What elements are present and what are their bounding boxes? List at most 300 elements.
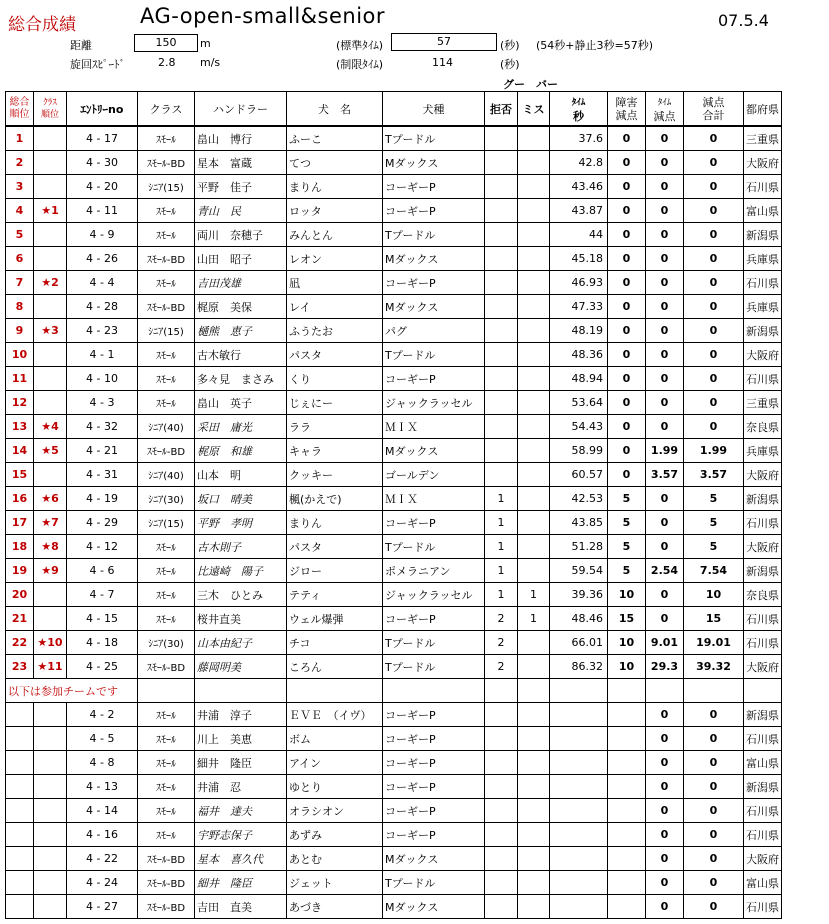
course-fault-cell: [608, 823, 646, 847]
dog-name-cell: あずみ: [287, 823, 383, 847]
event-title: AG-open-small&senior: [140, 4, 386, 28]
course-fault-cell: [608, 775, 646, 799]
class-cell: ｽﾓｰﾙ: [138, 775, 195, 799]
table-row: [6, 199, 782, 223]
empty-cell: [550, 679, 608, 703]
entry-cell: 4 - 11: [67, 199, 138, 223]
dog-name-cell: ロッタ: [287, 199, 383, 223]
class-rank-cell: [34, 391, 67, 415]
class-cell: ｽﾓｰﾙ: [138, 535, 195, 559]
handler-cell: 坂口 晴美: [195, 487, 287, 511]
miss-cell: [518, 247, 550, 271]
entry-cell: 4 - 22: [67, 847, 138, 871]
empty-cell: [608, 679, 646, 703]
time-fault-cell: 0: [646, 823, 684, 847]
entry-cell: 4 - 3: [67, 391, 138, 415]
breed-cell: コーギーP: [383, 175, 485, 199]
handler-cell: 星本 喜久代: [195, 847, 287, 871]
time-fault-cell: 0: [646, 391, 684, 415]
miss-cell: [518, 895, 550, 919]
entry-cell: 4 - 28: [67, 295, 138, 319]
table-row: [6, 271, 782, 295]
dog-name-cell: じぇにー: [287, 391, 383, 415]
overall-rank-cell: 22: [6, 631, 34, 655]
overall-rank-cell: [6, 727, 34, 751]
class-cell: ｽﾓｰﾙ: [138, 607, 195, 631]
class-cell: ｽﾓｰﾙ: [138, 367, 195, 391]
class-rank-cell: [34, 751, 67, 775]
time-fault-cell: 0: [646, 199, 684, 223]
overall-rank-cell: 21: [6, 607, 34, 631]
prefecture-cell: 大阪府: [744, 151, 782, 175]
overall-rank-cell: 8: [6, 295, 34, 319]
refusal-cell: 2: [485, 607, 518, 631]
course-fault-cell: 0: [608, 391, 646, 415]
class-cell: ｽﾓｰﾙ-BD: [138, 295, 195, 319]
dog-name-cell: パスタ: [287, 535, 383, 559]
prefecture-cell: 大阪府: [744, 847, 782, 871]
course-fault-cell: [608, 847, 646, 871]
prefecture-cell: 新潟県: [744, 703, 782, 727]
dog-name-cell: ボム: [287, 727, 383, 751]
miss-cell: [518, 535, 550, 559]
entry-cell: 4 - 26: [67, 247, 138, 271]
team-row: [6, 703, 782, 727]
class-rank-cell: [34, 775, 67, 799]
miss-cell: [518, 511, 550, 535]
time-cell: 48.94: [550, 367, 608, 391]
class-rank-cell: ★6: [34, 487, 67, 511]
breed-cell: Tプードル: [383, 126, 485, 151]
time-cell: 44: [550, 223, 608, 247]
time-fault-cell: 0: [646, 535, 684, 559]
time-cell: [550, 727, 608, 751]
breed-cell: Tプードル: [383, 223, 485, 247]
course-fault-cell: 10: [608, 655, 646, 679]
handler-cell: 両川 奈穂子: [195, 223, 287, 247]
miss-cell: [518, 199, 550, 223]
miss-cell: [518, 295, 550, 319]
table-row: [6, 391, 782, 415]
empty-cell: [485, 679, 518, 703]
breed-cell: コーギーP: [383, 271, 485, 295]
prefecture-cell: 富山県: [744, 199, 782, 223]
prefecture-cell: 大阪府: [744, 343, 782, 367]
time-cell: 43.46: [550, 175, 608, 199]
time-cell: [550, 847, 608, 871]
miss-cell: [518, 703, 550, 727]
table-row: [6, 415, 782, 439]
class-rank-cell: ★8: [34, 535, 67, 559]
time-cell: 45.18: [550, 247, 608, 271]
std-time-label: (標準ﾀｲﾑ): [336, 39, 384, 52]
miss-cell: [518, 655, 550, 679]
miss-cell: [518, 439, 550, 463]
col-class: クラス: [138, 92, 195, 127]
course-fault-cell: [608, 871, 646, 895]
col-dog-name: 犬 名: [287, 92, 383, 127]
breed-cell: Tプードル: [383, 655, 485, 679]
handler-cell: 山田 昭子: [195, 247, 287, 271]
table-row: [6, 319, 782, 343]
handler-cell: 川上 美恵: [195, 727, 287, 751]
dog-name-cell: テティ: [287, 583, 383, 607]
col-miss: ミス: [518, 92, 550, 127]
entry-cell: 4 - 5: [67, 727, 138, 751]
class-cell: ｼﾆｱ(15): [138, 319, 195, 343]
time-fault-cell: 0: [646, 703, 684, 727]
table-row: [6, 487, 782, 511]
refusal-cell: [485, 271, 518, 295]
time-cell: 46.93: [550, 271, 608, 295]
class-cell: ｽﾓｰﾙ: [138, 199, 195, 223]
prefecture-cell: 大阪府: [744, 463, 782, 487]
prefecture-cell: 新潟県: [744, 775, 782, 799]
time-fault-cell: 0: [646, 367, 684, 391]
speed-label: 旋回ｽﾋﾟｰﾄﾞ: [70, 58, 125, 71]
class-rank-cell: ★7: [34, 511, 67, 535]
miss-cell: [518, 775, 550, 799]
class-rank-cell: ★4: [34, 415, 67, 439]
table-row: [6, 247, 782, 271]
empty-cell: [138, 679, 195, 703]
miss-cell: [518, 847, 550, 871]
miss-cell: 1: [518, 607, 550, 631]
miss-cell: [518, 151, 550, 175]
class-cell: ｽﾓｰﾙ-BD: [138, 847, 195, 871]
class-cell: ｼﾆｱ(15): [138, 511, 195, 535]
course-fault-cell: 0: [608, 271, 646, 295]
prefecture-cell: 大阪府: [744, 655, 782, 679]
miss-cell: [518, 871, 550, 895]
refusal-cell: 1: [485, 559, 518, 583]
time-cell: 42.8: [550, 151, 608, 175]
course-fault-cell: 0: [608, 151, 646, 175]
col-breed: 犬種: [383, 92, 485, 127]
dog-name-cell: ジェット: [287, 871, 383, 895]
class-rank-cell: ★2: [34, 271, 67, 295]
handler-cell: 畠山 英子: [195, 391, 287, 415]
time-cell: 43.87: [550, 199, 608, 223]
time-cell: 54.43: [550, 415, 608, 439]
handler-cell: 福井 達夫: [195, 799, 287, 823]
class-cell: ｽﾓｰﾙ: [138, 703, 195, 727]
course-fault-cell: 0: [608, 175, 646, 199]
entry-cell: 4 - 10: [67, 367, 138, 391]
breed-cell: Mダックス: [383, 151, 485, 175]
class-cell: ｽﾓｰﾙ: [138, 559, 195, 583]
event-date: 07.5.4: [718, 11, 769, 30]
overall-rank-cell: 13: [6, 415, 34, 439]
entry-cell: 4 - 6: [67, 559, 138, 583]
time-fault-cell: 0: [646, 271, 684, 295]
prefecture-cell: 新潟県: [744, 487, 782, 511]
miss-cell: [518, 463, 550, 487]
dog-name-cell: みんとん: [287, 223, 383, 247]
class-cell: ｽﾓｰﾙ-BD: [138, 895, 195, 919]
prefecture-cell: 富山県: [744, 751, 782, 775]
class-rank-cell: [34, 295, 67, 319]
entry-cell: 4 - 25: [67, 655, 138, 679]
handler-cell: 古木則子: [195, 535, 287, 559]
entry-cell: 4 - 4: [67, 271, 138, 295]
table-row: [6, 511, 782, 535]
total-fault-cell: 0: [684, 247, 744, 271]
time-fault-cell: 0: [646, 319, 684, 343]
time-fault-cell: 0: [646, 511, 684, 535]
miss-cell: [518, 391, 550, 415]
entry-cell: 4 - 16: [67, 823, 138, 847]
overall-rank-cell: 4: [6, 199, 34, 223]
entry-cell: 4 - 17: [67, 126, 138, 151]
total-fault-cell: 19.01: [684, 631, 744, 655]
team-row: [6, 727, 782, 751]
miss-cell: [518, 126, 550, 151]
dog-name-cell: ジロー: [287, 559, 383, 583]
refusal-cell: 1: [485, 583, 518, 607]
class-rank-cell: [34, 703, 67, 727]
breed-cell: コーギーP: [383, 823, 485, 847]
class-cell: ｽﾓｰﾙ: [138, 223, 195, 247]
table-row: [6, 535, 782, 559]
course-fault-cell: [608, 799, 646, 823]
col-overall-rank: 総合 順位: [6, 92, 34, 127]
table-row: [6, 343, 782, 367]
prefecture-cell: 三重県: [744, 391, 782, 415]
refusal-cell: [485, 823, 518, 847]
class-rank-cell: [34, 847, 67, 871]
handler-cell: 樋熊 恵子: [195, 319, 287, 343]
speed-value: 2.8: [158, 56, 176, 69]
miss-cell: [518, 223, 550, 247]
total-fault-cell: 0: [684, 871, 744, 895]
overall-rank-cell: 2: [6, 151, 34, 175]
total-fault-cell: 0: [684, 367, 744, 391]
class-cell: ｽﾓｰﾙ: [138, 391, 195, 415]
entry-cell: 4 - 1: [67, 343, 138, 367]
class-rank-cell: [34, 607, 67, 631]
class-rank-cell: ★3: [34, 319, 67, 343]
class-rank-cell: ★9: [34, 559, 67, 583]
time-fault-cell: 0: [646, 895, 684, 919]
dog-name-cell: あづき: [287, 895, 383, 919]
refusal-cell: 1: [485, 535, 518, 559]
handler-cell: 山本 明: [195, 463, 287, 487]
dog-name-cell: ころん: [287, 655, 383, 679]
breed-cell: コーギーP: [383, 511, 485, 535]
team-row: [6, 871, 782, 895]
std-time-note: (54秒+静止3秒=57秒): [536, 39, 654, 52]
time-fault-cell: 0: [646, 343, 684, 367]
handler-cell: 吉田茂雄: [195, 271, 287, 295]
class-rank-cell: [34, 895, 67, 919]
results-label: 総合成績: [8, 15, 76, 35]
overall-rank-cell: 14: [6, 439, 34, 463]
entry-cell: 4 - 23: [67, 319, 138, 343]
total-fault-cell: 0: [684, 703, 744, 727]
prefecture-cell: 石川県: [744, 895, 782, 919]
total-fault-cell: 0: [684, 151, 744, 175]
total-fault-cell: 0: [684, 271, 744, 295]
handler-cell: 井浦 淳子: [195, 703, 287, 727]
course-fault-cell: [608, 895, 646, 919]
breed-cell: Mダックス: [383, 847, 485, 871]
handler-cell: 青山 民: [195, 199, 287, 223]
breed-cell: Mダックス: [383, 895, 485, 919]
time-cell: [550, 775, 608, 799]
course-fault-cell: 0: [608, 223, 646, 247]
refusal-cell: [485, 895, 518, 919]
prefecture-cell: 石川県: [744, 175, 782, 199]
table-row: [6, 126, 782, 151]
overall-rank-cell: 17: [6, 511, 34, 535]
breed-cell: Tプードル: [383, 631, 485, 655]
course-fault-cell: [608, 703, 646, 727]
team-row: [6, 895, 782, 919]
col-time-fault: ﾀｲﾑ 減点: [646, 92, 684, 127]
class-cell: ｽﾓｰﾙ-BD: [138, 439, 195, 463]
total-fault-cell: 0: [684, 727, 744, 751]
overall-rank-cell: [6, 823, 34, 847]
refusal-cell: [485, 415, 518, 439]
breed-cell: パグ: [383, 319, 485, 343]
team-row: [6, 847, 782, 871]
total-fault-cell: 0: [684, 223, 744, 247]
entry-cell: 4 - 12: [67, 535, 138, 559]
entry-cell: 4 - 21: [67, 439, 138, 463]
time-cell: 42.53: [550, 487, 608, 511]
refusal-cell: [485, 319, 518, 343]
team-note: 以下は参加チームです: [6, 679, 138, 703]
entry-cell: 4 - 19: [67, 487, 138, 511]
table-row: [6, 151, 782, 175]
refusal-cell: [485, 799, 518, 823]
course-fault-cell: [608, 751, 646, 775]
table-row: [6, 223, 782, 247]
overall-rank-cell: 9: [6, 319, 34, 343]
total-fault-cell: 0: [684, 415, 744, 439]
col-class-rank: ｸﾗｽ 順位: [34, 92, 67, 127]
class-rank-cell: [34, 583, 67, 607]
dog-name-cell: てつ: [287, 151, 383, 175]
dog-name-cell: レオン: [287, 247, 383, 271]
refusal-cell: [485, 703, 518, 727]
overall-rank-cell: [6, 775, 34, 799]
course-fault-cell: 5: [608, 559, 646, 583]
refusal-cell: [485, 871, 518, 895]
time-fault-cell: 0: [646, 415, 684, 439]
dog-name-cell: まりん: [287, 511, 383, 535]
miss-cell: [518, 823, 550, 847]
prefecture-cell: 新潟県: [744, 223, 782, 247]
refusal-cell: 2: [485, 655, 518, 679]
course-fault-cell: 0: [608, 415, 646, 439]
handler-cell: 藤岡明美: [195, 655, 287, 679]
breed-cell: Mダックス: [383, 247, 485, 271]
time-cell: 48.19: [550, 319, 608, 343]
miss-cell: [518, 343, 550, 367]
handler-cell: 古木敏行: [195, 343, 287, 367]
refusal-cell: 1: [485, 487, 518, 511]
miss-cell: [518, 727, 550, 751]
table-row: [6, 607, 782, 631]
refusal-cell: [485, 463, 518, 487]
entry-cell: 4 - 15: [67, 607, 138, 631]
limit-time-label: (制限ﾀｲﾑ): [336, 58, 384, 71]
entry-cell: 4 - 2: [67, 703, 138, 727]
time-cell: [550, 871, 608, 895]
prefecture-cell: 石川県: [744, 271, 782, 295]
class-rank-cell: [34, 823, 67, 847]
limit-time-value: 114: [432, 56, 453, 69]
prefecture-cell: 石川県: [744, 511, 782, 535]
std-time-value: 57: [391, 33, 497, 51]
handler-cell: 細井 隆臣: [195, 751, 287, 775]
refusal-cell: [485, 391, 518, 415]
distance-label: 距離: [70, 39, 92, 52]
team-row: [6, 775, 782, 799]
entry-cell: 4 - 27: [67, 895, 138, 919]
empty-cell: [684, 679, 744, 703]
refusal-cell: [485, 199, 518, 223]
breed-cell: ゴールデン: [383, 463, 485, 487]
team-row: [6, 751, 782, 775]
overall-rank-cell: 20: [6, 583, 34, 607]
time-fault-cell: 0: [646, 847, 684, 871]
breed-cell: ジャックラッセル: [383, 391, 485, 415]
prefecture-cell: 兵庫県: [744, 247, 782, 271]
entry-cell: 4 - 24: [67, 871, 138, 895]
refusal-cell: [485, 247, 518, 271]
miss-cell: [518, 487, 550, 511]
handler-cell: 平野 孝明: [195, 511, 287, 535]
handler-cell: 宇野志保子: [195, 823, 287, 847]
total-fault-cell: 10: [684, 583, 744, 607]
overall-rank-cell: [6, 895, 34, 919]
group-label: グー バー: [503, 78, 558, 91]
breed-cell: ＭＩＸ: [383, 415, 485, 439]
class-rank-cell: [34, 463, 67, 487]
distance-value: 150: [134, 34, 198, 52]
total-fault-cell: 7.54: [684, 559, 744, 583]
table-row: [6, 295, 782, 319]
refusal-cell: [485, 223, 518, 247]
course-fault-cell: 0: [608, 126, 646, 151]
prefecture-cell: 石川県: [744, 823, 782, 847]
prefecture-cell: 石川県: [744, 631, 782, 655]
total-fault-cell: 0: [684, 126, 744, 151]
miss-cell: [518, 271, 550, 295]
table-row: [6, 559, 782, 583]
class-rank-cell: ★5: [34, 439, 67, 463]
miss-cell: [518, 415, 550, 439]
time-cell: [550, 799, 608, 823]
time-fault-cell: 0: [646, 223, 684, 247]
time-fault-cell: 0: [646, 247, 684, 271]
entry-cell: 4 - 31: [67, 463, 138, 487]
breed-cell: コーギーP: [383, 199, 485, 223]
prefecture-cell: 石川県: [744, 799, 782, 823]
class-rank-cell: [34, 151, 67, 175]
miss-cell: [518, 175, 550, 199]
class-rank-cell: [34, 871, 67, 895]
handler-cell: 三木 ひとみ: [195, 583, 287, 607]
overall-rank-cell: 23: [6, 655, 34, 679]
refusal-cell: [485, 439, 518, 463]
time-cell: 53.64: [550, 391, 608, 415]
total-fault-cell: 0: [684, 775, 744, 799]
refusal-cell: [485, 295, 518, 319]
